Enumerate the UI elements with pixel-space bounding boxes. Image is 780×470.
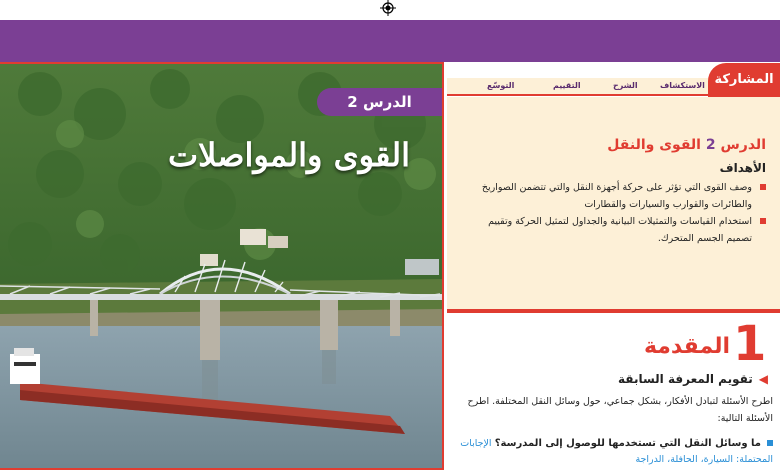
subheading: ◀تقويم المعرفة السابقة [618, 372, 768, 386]
lesson-name: القوى والنقل [607, 137, 701, 153]
photo-title: القوى والمواصلات [168, 136, 410, 174]
section-title: المقدمة [643, 334, 730, 359]
objectives-list [461, 179, 766, 247]
header-band [0, 20, 780, 62]
registration-mark-icon [380, 0, 396, 16]
objectives-heading: الأهداف [719, 161, 766, 175]
tab-evaluate[interactable]: التقييم [553, 81, 581, 90]
lesson-number: 2 [705, 137, 716, 153]
question-item [455, 436, 773, 468]
objective-item: وصف القوى التي تؤثر على حركة أجهزة النقل والتي تتضمن الصواريخ والطائرات والقوارب والسيارات والقطارات [461, 179, 766, 213]
question-text: ما وسائل النقل التي تستخدمها للوصول إلى المدرسة؟ [494, 438, 761, 449]
answer-text: الإجابات المحتملة: السيارة، الحافلة، الدراجة [460, 438, 773, 465]
lesson-heading [461, 137, 766, 153]
objective-item: استخدام القياسات والتمثيلات البيانية والجداول لتمثيل الحركة وتقييم تصميم الجسم المتحرك. [461, 213, 766, 247]
tab-explain[interactable]: الشرح [613, 81, 638, 90]
bullet-icon [760, 184, 766, 190]
tab-extend[interactable]: التوسّع [487, 81, 515, 90]
section-number: 1 [733, 316, 767, 372]
arrow-icon: ◀ [758, 372, 768, 386]
lesson-tab-label: الدرس 2 [317, 88, 442, 116]
tab-explore[interactable]: الاستكشاف [660, 81, 705, 90]
objectives-box [447, 97, 780, 313]
intro-paragraph: اطرح الأسئلة لتبادل الأفكار، بشكل جماعي، حول وسائل النقل المختلفة. اطرح الأسئلة التالية: [467, 396, 773, 424]
square-bullet-icon [767, 440, 773, 446]
tab-engage[interactable]: المشاركة [708, 63, 780, 97]
bullet-icon [760, 218, 766, 224]
lesson-label: الدرس [720, 137, 766, 153]
lesson-photo [0, 62, 444, 470]
